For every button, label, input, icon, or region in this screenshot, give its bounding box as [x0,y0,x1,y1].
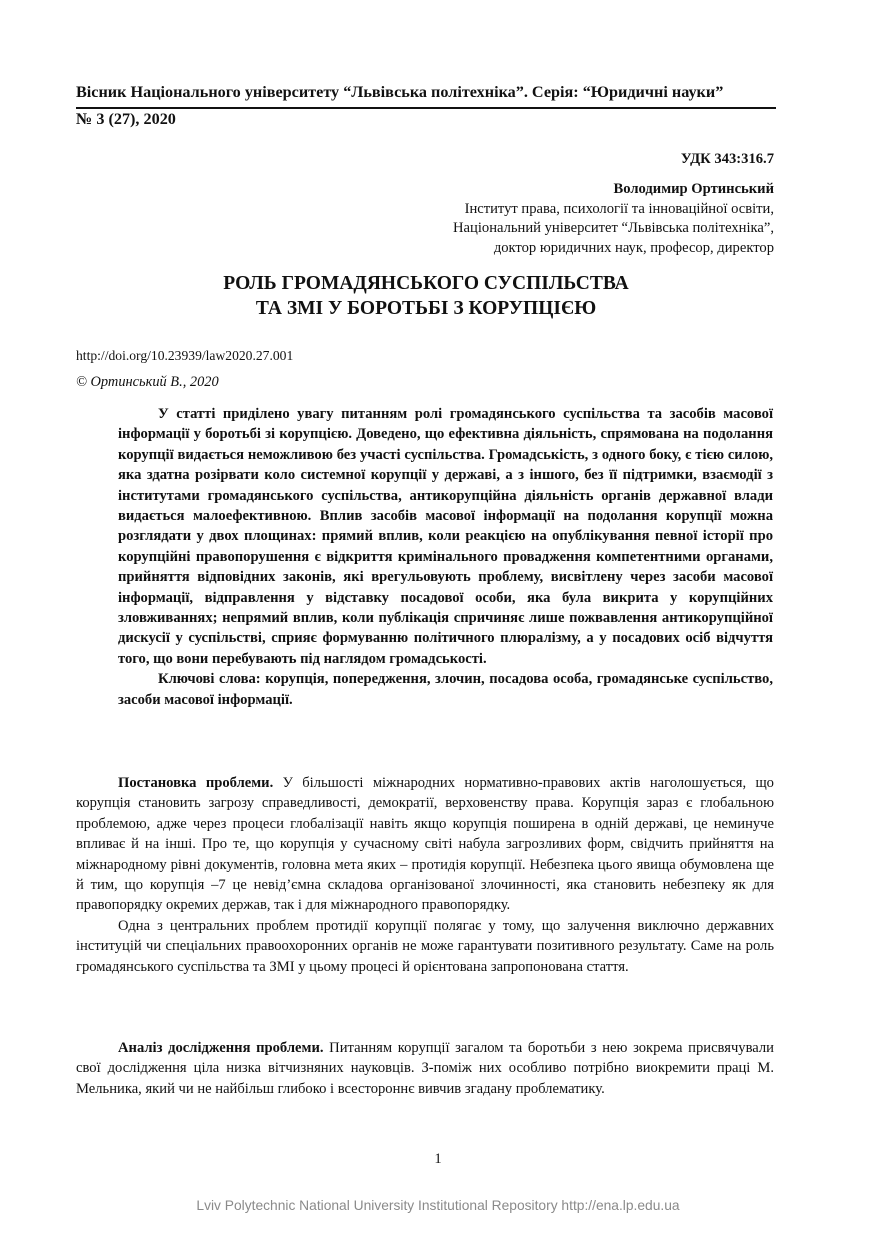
abstract-text: У статті приділено увагу питанням ролі громадянського суспільства та засобів масової інформації у боротьбі зі корупцією. Доведено, що ефективна діяльність, спрямована на подолання корупції видається неможливою без участі суспільства. Громадськість, з одного боку, є тією силою, яка здатна розірвати коло системної корупції у державі, а з іншого, без її підтримки, взаємодії з інститутами громадянського суспільства, антикорупційна діяльність органів державної влади видається малоефективною. Вплив засобів масової інформації на подолання корупції можна розглядати у двох площинах: прямий вплив, коли реакцією на опублікування певної історії про корупційні правопорушення є відкриття кримінального провадження компетентними органами, прийняття відповідних законів, які врегульовують проблему, висвітлену через засоби масової інформації, відправлення у відставку посадової особи, яка була викрита у корупційних зловживаннях; непрямий вплив, коли публікація спричиняє лише пожвавлення антикорупційної дискусії у суспільстві, сприяє формуванню політичного плюралізму, а у посадових осіб відчуття того, що вони перебувають під наглядом громадськості. [118,406,773,667]
keywords: Ключові слова: корупція, попередження, злочин, посадова особа, громадянське суспільство, засоби масової інформації. [118,671,773,708]
affiliation-line: Національний університет “Львівська політехніка”, [453,220,774,236]
paragraph [76,773,774,916]
title-line: РОЛЬ ГРОМАДЯНСЬКОГО СУСПІЛЬСТВА [223,273,629,294]
title-line: ТА ЗМІ У БОРОТЬБІ З КОРУПЦІЄЮ [255,298,597,319]
issue-number: № 3 (27), 2020 [76,110,176,128]
udc-code: УДК 343:316.7 [680,151,774,167]
author-block [453,180,774,258]
affiliation-line: Інститут права, психології та інноваційної освіти, [464,200,774,217]
affiliation-line: доктор юридичних наук, професор, директор [493,239,774,256]
page-number: 1 [434,1151,442,1167]
article-title [76,271,776,321]
copyright-notice: © Ортинський В., 2020 [76,374,219,390]
paragraph-text: У більшості міжнародних нормативно-правових актів наголошується, що корупція становить загрозу справедливості, демократії, верховенству права. Корупція зараз є глобальною проблемою, адже через процеси глобалізації навіть якщо корупція поширена в одній державі, це неминуче впливає й на інші. Про те, що корупція у сучасному світі набула загрозливих форм, свідчить прийняття на міжнародному рівні документів, головна мета яких – протидія корупції. Небезпека цього явища обумовлена ще й тим, що корупція –7 це невід’ємна складова організованої злочинності, яка становить небезпеку як для правопорядку окремих держав, так і для міжнародного правопорядку. [76,775,774,914]
journal-header: Вісник Національного університету “Львівська політехніка”. Серія: “Юридичні науки” [76,82,776,109]
section-heading: Постановка проблеми. [118,775,274,791]
paragraph-text: Питанням корупції загалом та боротьби з нею зокрема присвячували свої дослідження ціла низка вітчизняних науковців. З-поміж них особливо потрібно виокремити праці М. Мельника, який чи не найбільш глибоко і всестороннє вивчив згадану проблематику. [76,1040,774,1097]
section-analysis [76,1038,774,1099]
paragraph-text: Одна з центральних проблем протидії корупції полягає у тому, що залучення виключно державних інституцій чи спеціальних правоохоронних органів не може гарантувати позитивного результату. Саме на роль громадянського суспільства та ЗМІ у цьому процесі й орієнтована запропонована стаття. [76,917,774,975]
abstract [118,404,773,710]
doi-link[interactable]: http://doi.org/10.23939/law2020.27.001 [76,348,294,363]
section-problem-statement [76,773,774,977]
author-name: Володимир Ортинський [613,181,774,197]
section-heading: Аналіз дослідження проблеми. [118,1040,324,1056]
paragraph [76,1038,774,1099]
repository-footer: Lviv Polytechnic National University Institutional Repository http://ena.lp.edu.ua [196,1198,680,1213]
